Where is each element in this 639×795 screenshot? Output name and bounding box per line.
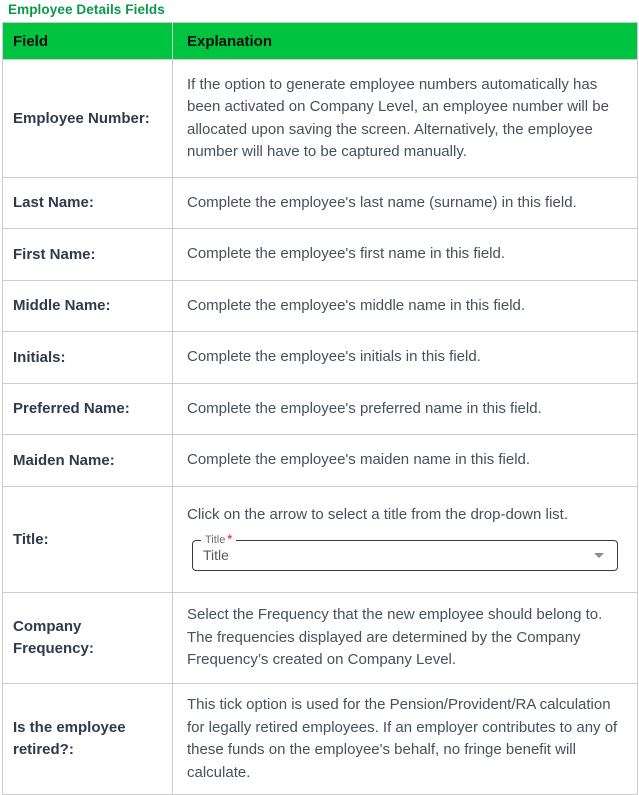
field-name-cell: Last Name:: [3, 178, 173, 229]
column-header-explanation: Explanation: [173, 23, 638, 60]
column-header-field: Field: [3, 23, 173, 60]
table-row: [3, 178, 638, 229]
required-asterisk: *: [227, 532, 233, 547]
field-name-cell: Preferred Name:: [3, 384, 173, 435]
table-row: [3, 487, 638, 593]
explanation-cell: Complete the employee's initials in this field.: [173, 332, 638, 384]
table-row: [3, 435, 638, 487]
field-name-cell: Middle Name:: [3, 281, 173, 332]
field-name-cell: Initials:: [3, 332, 173, 384]
table-row: [3, 593, 638, 684]
table-row: [3, 384, 638, 435]
explanation-cell: If the option to generate employee numbers automatically has been activated on Company Level, an employee number will be allocated upon saving the screen. Alternatively, the employee number will have to be captured manually.: [173, 60, 638, 178]
table-row: [3, 60, 638, 178]
title-dropdown-label: Title *: [201, 533, 236, 547]
explanation-cell: Complete the employee's preferred name in this field.: [173, 384, 638, 435]
table-row: [3, 229, 638, 281]
title-dropdown[interactable]: [192, 532, 618, 571]
table-header-row: [3, 23, 638, 60]
table-row: [3, 684, 638, 795]
page-title: Employee Details Fields: [8, 2, 165, 17]
explanation-cell: [173, 487, 638, 593]
field-name-cell: Employee Number:: [3, 60, 173, 178]
explanation-cell: Select the Frequency that the new employee should belong to. The frequencies displayed are determined by the Company Frequency’s created on Company Level.: [173, 593, 638, 684]
explanation-cell: Complete the employee's last name (surname) in this field.: [173, 178, 638, 229]
field-name-cell: Company Frequency:: [3, 593, 173, 684]
table-row: [3, 281, 638, 332]
explanation-text: Click on the arrow to select a title from the drop-down list.: [187, 505, 568, 523]
field-name-cell: Title:: [3, 487, 173, 593]
field-name-cell: First Name:: [3, 229, 173, 281]
explanation-cell: Complete the employee's first name in this field.: [173, 229, 638, 281]
explanation-cell: Complete the employee's maiden name in this field.: [173, 435, 638, 487]
field-name-cell: Maiden Name:: [3, 435, 173, 487]
table-row: [3, 332, 638, 384]
explanation-cell: Complete the employee's middle name in this field.: [173, 281, 638, 332]
title-dropdown-value: Title: [203, 547, 229, 564]
explanation-cell: This tick option is used for the Pension/Provident/RA calculation for legally retired employees. If an employer contributes to any of these funds on the employee's behalf, no fringe benefit will calculate.: [173, 684, 638, 795]
chevron-down-icon: [594, 553, 604, 558]
fields-table: [2, 22, 638, 795]
field-name-cell: Is the employee retired?:: [3, 684, 173, 795]
